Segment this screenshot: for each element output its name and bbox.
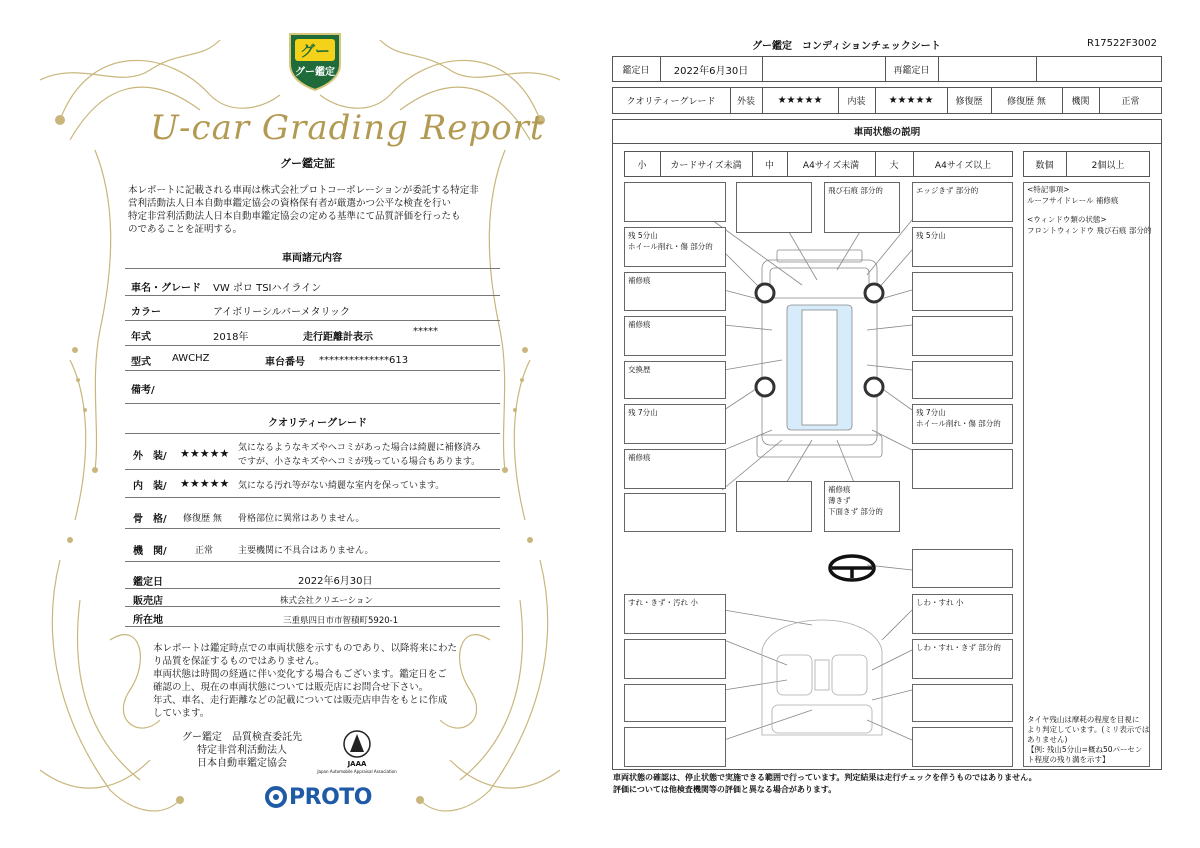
- jaaa-logo: [317, 728, 397, 780]
- notes-panel: [1023, 182, 1150, 767]
- spec-mileage-value: *****: [413, 326, 438, 337]
- ext-box-l4: 交換歴: [624, 361, 726, 399]
- ext-stars: ★★★★★: [777, 95, 823, 106]
- cert-heading: グー鑑定証: [280, 157, 335, 170]
- svg-text:グー: グー: [299, 42, 331, 60]
- shield-logo-icon: [286, 30, 344, 92]
- count-label: 数個: [1035, 160, 1054, 171]
- ext-box-l1: 残 5分山 ホイール削れ・傷 部分的: [624, 227, 726, 267]
- disclaimer-paragraph: 本レポートは鑑定時点での車両状態を示すものであり、以降将来にわた り品質を保証するものではありません。 車両状態は時間の経過に伴い変化する場合もございます。鑑定日をご 確認の上、現在の車両状態については販売店にお問合せ下さい。 年式、車名、走行距離などの記載については販売店申告をもとに作成 しています。: [153, 643, 458, 719]
- divider: [125, 268, 500, 269]
- engine-desc: 主要機関に不具合はありません。: [238, 546, 374, 556]
- int-box-l4: [624, 727, 726, 767]
- ext-box-b2: 補修痕 薄きず 下面きず 部分的: [824, 481, 900, 532]
- engine-label: 機 関/: [133, 546, 167, 557]
- ext-box-t1: [736, 182, 812, 233]
- size-small: 小: [637, 160, 647, 171]
- interior-stars: ★★★★★: [180, 477, 230, 490]
- frame-desc: 骨格部位に異常はありません。: [238, 514, 365, 524]
- info-address-label: 所在地: [133, 615, 163, 626]
- engine-value: 正常: [195, 546, 214, 556]
- spec-year-label: 年式: [131, 332, 151, 343]
- ext-box-l0: [624, 182, 726, 222]
- grade-heading: クオリティーグレード: [268, 418, 367, 429]
- interior-label: 内 装/: [133, 481, 167, 492]
- footer-note-1: 車両状態の確認は、停止状態で実施できる範囲で行っています。判定結果は走行チェックを伴うものではありません。: [613, 773, 1037, 782]
- ext-box-r2: [912, 272, 1013, 311]
- info-date-label: 鑑定日: [133, 577, 163, 588]
- int-box-r3: [912, 684, 1013, 722]
- int-label: 内装: [847, 97, 866, 107]
- jaaa-subtext: Japan Automobile Appraisal Association: [317, 769, 397, 774]
- spec-model-label: 型式: [131, 357, 151, 368]
- doc-id: R17522F3002: [1087, 38, 1157, 49]
- ext-box-l2: 補修痕: [624, 272, 726, 311]
- divider: [125, 469, 500, 470]
- tire-note: タイヤ残山は摩耗の程度を目視に より判定しています。(ミリ表示では ありません) 【例: 残山5分山=概ね50パーセン ト程度の残り溝を示す】: [1027, 715, 1150, 764]
- divider: [125, 626, 500, 627]
- quality-label: クオリティーグレード: [626, 97, 716, 107]
- ext-box-t2: 飛び石痕 部分的: [824, 182, 900, 233]
- repair-value: 修復歴 無: [1007, 97, 1046, 107]
- engine-value: 正常: [1121, 97, 1140, 107]
- int-box-r4: [912, 727, 1013, 767]
- size-mid: 中: [764, 160, 774, 171]
- int-stars: ★★★★★: [888, 95, 934, 106]
- spec-model-value: AWCHZ: [172, 353, 210, 364]
- frame-label: 骨 格/: [133, 514, 167, 525]
- footer-note-2: 評価については他検査機関等の評価と異なる場合があります。: [613, 785, 837, 794]
- logo-label: グー鑑定: [295, 67, 335, 78]
- divider: [125, 497, 500, 498]
- divider: [125, 345, 500, 346]
- steering-wheel-icon: [830, 556, 874, 580]
- divider: [125, 433, 500, 434]
- report-title: U-car Grading Report: [150, 108, 545, 148]
- jaaa-text: JAAA: [347, 760, 367, 768]
- spec-chassis-label: 車台番号: [265, 357, 305, 368]
- spec-color-value: アイボリーシルバーメタリック: [213, 307, 351, 318]
- ext-box-r4: [912, 361, 1013, 399]
- repair-label: 修復歴: [955, 97, 983, 107]
- divider: [125, 403, 500, 404]
- interior-desc: 気になる汚れ等がない綺麗な室内を保っています。: [238, 481, 445, 491]
- exterior-desc-1: 気になるようなキズやヘコミがあった場合は綺麗に補修済み: [238, 443, 481, 453]
- spec-mileage-label: 走行距離計表示: [303, 332, 373, 343]
- proto-mark-icon: [265, 786, 287, 808]
- size-large-desc: A4サイズ以上: [934, 160, 992, 171]
- size-small-desc: カードサイズ未満: [670, 160, 742, 171]
- ext-box-l7: [624, 493, 726, 532]
- ext-box-r1: 残 5分山: [912, 227, 1013, 267]
- int-box-l3: [624, 684, 726, 722]
- spec-color-label: カラー: [131, 307, 161, 318]
- ext-label: 外装: [736, 97, 755, 107]
- sheet-title: グー鑑定 コンディションチェックシート: [752, 41, 941, 52]
- divider: [612, 143, 1162, 144]
- size-mid-desc: A4サイズ未満: [802, 160, 860, 171]
- int-box-l2: [624, 639, 726, 679]
- divider: [125, 588, 500, 589]
- spec-year-value: 2018年: [213, 332, 249, 343]
- state-heading: 車両状態の説明: [853, 127, 921, 138]
- divider: [125, 295, 500, 296]
- reinspect-label: 再鑑定日: [893, 65, 930, 76]
- divider: [125, 320, 500, 321]
- intro-paragraph: 本レポートに記載される車両は株式会社プロトコーポレーションが委託する特定非 営利活動法人日本自動車鑑定協会の資格保有者が厳選かつ公平な検査を行い 特定非営利活動法人日本自動車鑑定協会の定める基準にて品質評価を行ったも のであることを証明する。: [128, 185, 479, 235]
- info-date-value: 2022年6月30日: [298, 576, 373, 587]
- special-notes: <特記事項> ルーフサイドレール 補修痕 <ウィンドウ類の状態> フロントウィンドウ 飛び石痕 部分的: [1027, 185, 1152, 235]
- info-dealer-value: 株式会社クリエーション: [280, 596, 373, 606]
- steering-box: [912, 549, 1013, 588]
- int-box-r2: しわ・すれ・きず 部分的: [912, 639, 1013, 679]
- proto-logo: [265, 784, 372, 810]
- ext-box-r5: 残 7分山 ホイール削れ・傷 部分的: [912, 404, 1013, 444]
- ext-box-l5: 残 7分山: [624, 404, 726, 444]
- proto-text: PROTO: [289, 784, 372, 810]
- ext-box-b1: [736, 481, 812, 532]
- divider: [125, 370, 500, 371]
- int-box-l1: すれ・きず・汚れ 小: [624, 594, 726, 634]
- spec-notes-label: 備考/: [131, 385, 155, 396]
- jaaa-emblem-icon: [322, 728, 392, 762]
- frame-value: 修復歴 無: [183, 514, 222, 524]
- ext-box-r6: [912, 449, 1013, 489]
- ext-box-l6: 補修痕: [624, 449, 726, 489]
- divider: [125, 528, 500, 529]
- ext-box-r0: エッジきず 部分的: [912, 182, 1013, 222]
- ext-box-l3: 補修痕: [624, 316, 726, 356]
- divider: [125, 606, 500, 607]
- commission-text: グー鑑定 品質検査委託先 特定非営利活動法人 日本自動車鑑定協会: [182, 732, 302, 769]
- date-label: 鑑定日: [622, 65, 650, 76]
- ext-box-r3: [912, 316, 1013, 356]
- spec-chassis-value: **************613: [319, 355, 409, 366]
- specs-heading: 車両諸元内容: [282, 253, 342, 264]
- exterior-stars: ★★★★★: [180, 447, 230, 460]
- divider: [125, 561, 500, 562]
- info-dealer-label: 販売店: [133, 596, 163, 607]
- int-box-r1: しわ・すれ 小: [912, 594, 1013, 634]
- engine-label: 機関: [1071, 97, 1090, 107]
- exterior-label: 外 装/: [133, 451, 167, 462]
- info-address-value: 三重県四日市市智積町5920-1: [283, 616, 399, 626]
- exterior-desc-2: ですが、小さなキズやヘコミが残っている場合もあります。: [238, 457, 481, 467]
- spec-name-value: VW ポロ TSIハイライン: [213, 283, 322, 294]
- size-large: 大: [889, 160, 899, 171]
- count-value: 2個以上: [1091, 160, 1125, 171]
- spec-name-label: 車名・グレード: [131, 283, 201, 294]
- date-value: 2022年6月30日: [673, 65, 749, 77]
- goo-kantei-logo: [286, 30, 344, 92]
